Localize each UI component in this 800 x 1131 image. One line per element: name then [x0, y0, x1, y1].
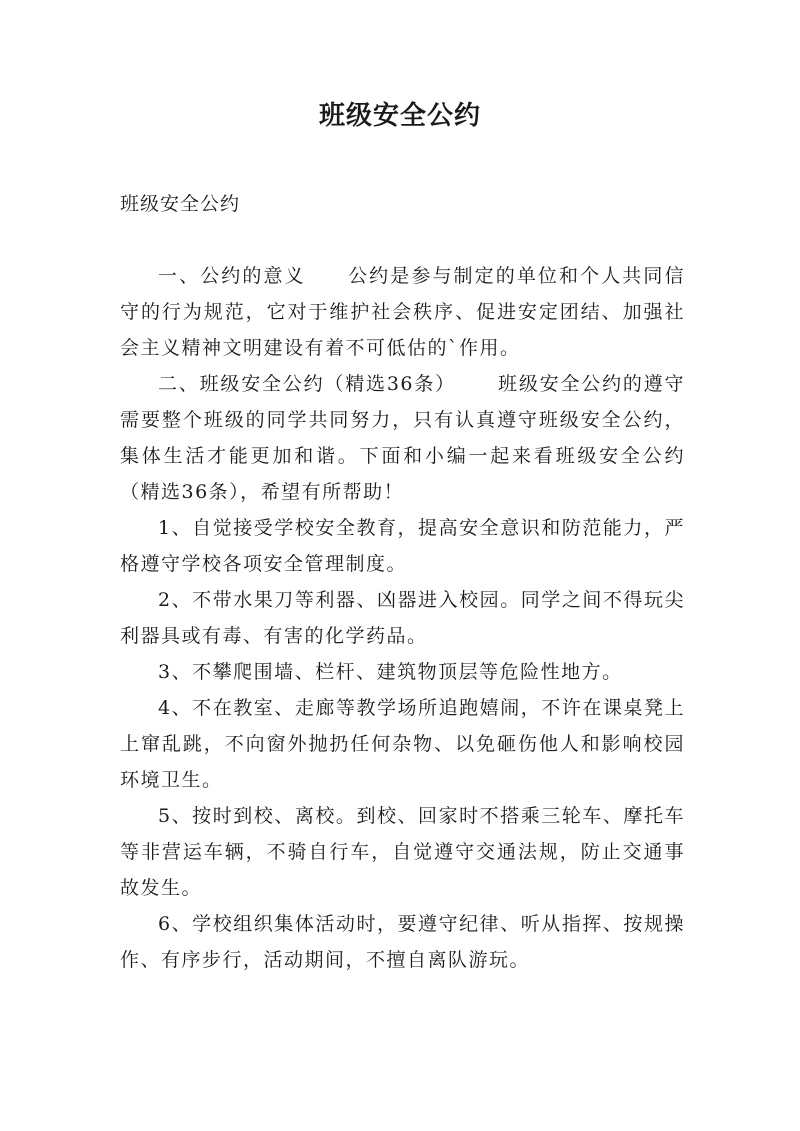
rule-item: 6、学校组织集体活动时，要遵守纪律、听从指挥、按规操作、有序步行，活动期间，不擅自离队游玩。	[120, 913, 685, 971]
paragraph-text: 班级安全公约的遵守需要整个班级的同学共同努力，只有认真遵守班级安全公约，集体生活才能更加和谐。下面和小编一起来看班级安全公约（精选36条），希望有所帮助！	[120, 373, 685, 503]
paragraph-text: 公约是参与制定的单位和个人共同信守的行为规范，它对于维护社会秩序、促进安定团结、加强社会主义精神文明建设有着不可低估的`作用。	[120, 265, 685, 359]
paragraph-intro	[120, 366, 685, 510]
rule-item: 4、不在教室、走廊等教学场所追跑嬉闹，不许在课桌凳上上窜乱跳，不向窗外抛扔任何杂物、以免砸伤他人和影响校园环境卫生。	[120, 697, 685, 791]
document-subtitle: 班级安全公约	[120, 193, 241, 215]
rule-item: 2、不带水果刀等利器、凶器进入校园。同学之间不得玩尖利器具或有毒、有害的化学药品。	[120, 589, 685, 647]
paragraph-meaning	[120, 258, 685, 366]
paragraph-lead: 二、班级安全公约（精选36条）	[158, 373, 456, 395]
rule-item: 3、不攀爬围墙、栏杆、建筑物顶层等危险性地方。	[158, 661, 623, 683]
rule-item: 5、按时到校、离校。到校、回家时不搭乘三轮车、摩托车等非营运车辆，不骑自行车，自觉遵守交通法规，防止交通事故发生。	[120, 805, 685, 899]
paragraph-lead: 一、公约的意义	[158, 265, 306, 287]
document-body	[120, 258, 685, 978]
document-title: 班级安全公约	[318, 101, 481, 131]
rule-item: 1、自觉接受学校安全教育，提高安全意识和防范能力，严格遵守学校各项安全管理制度。	[120, 517, 685, 575]
